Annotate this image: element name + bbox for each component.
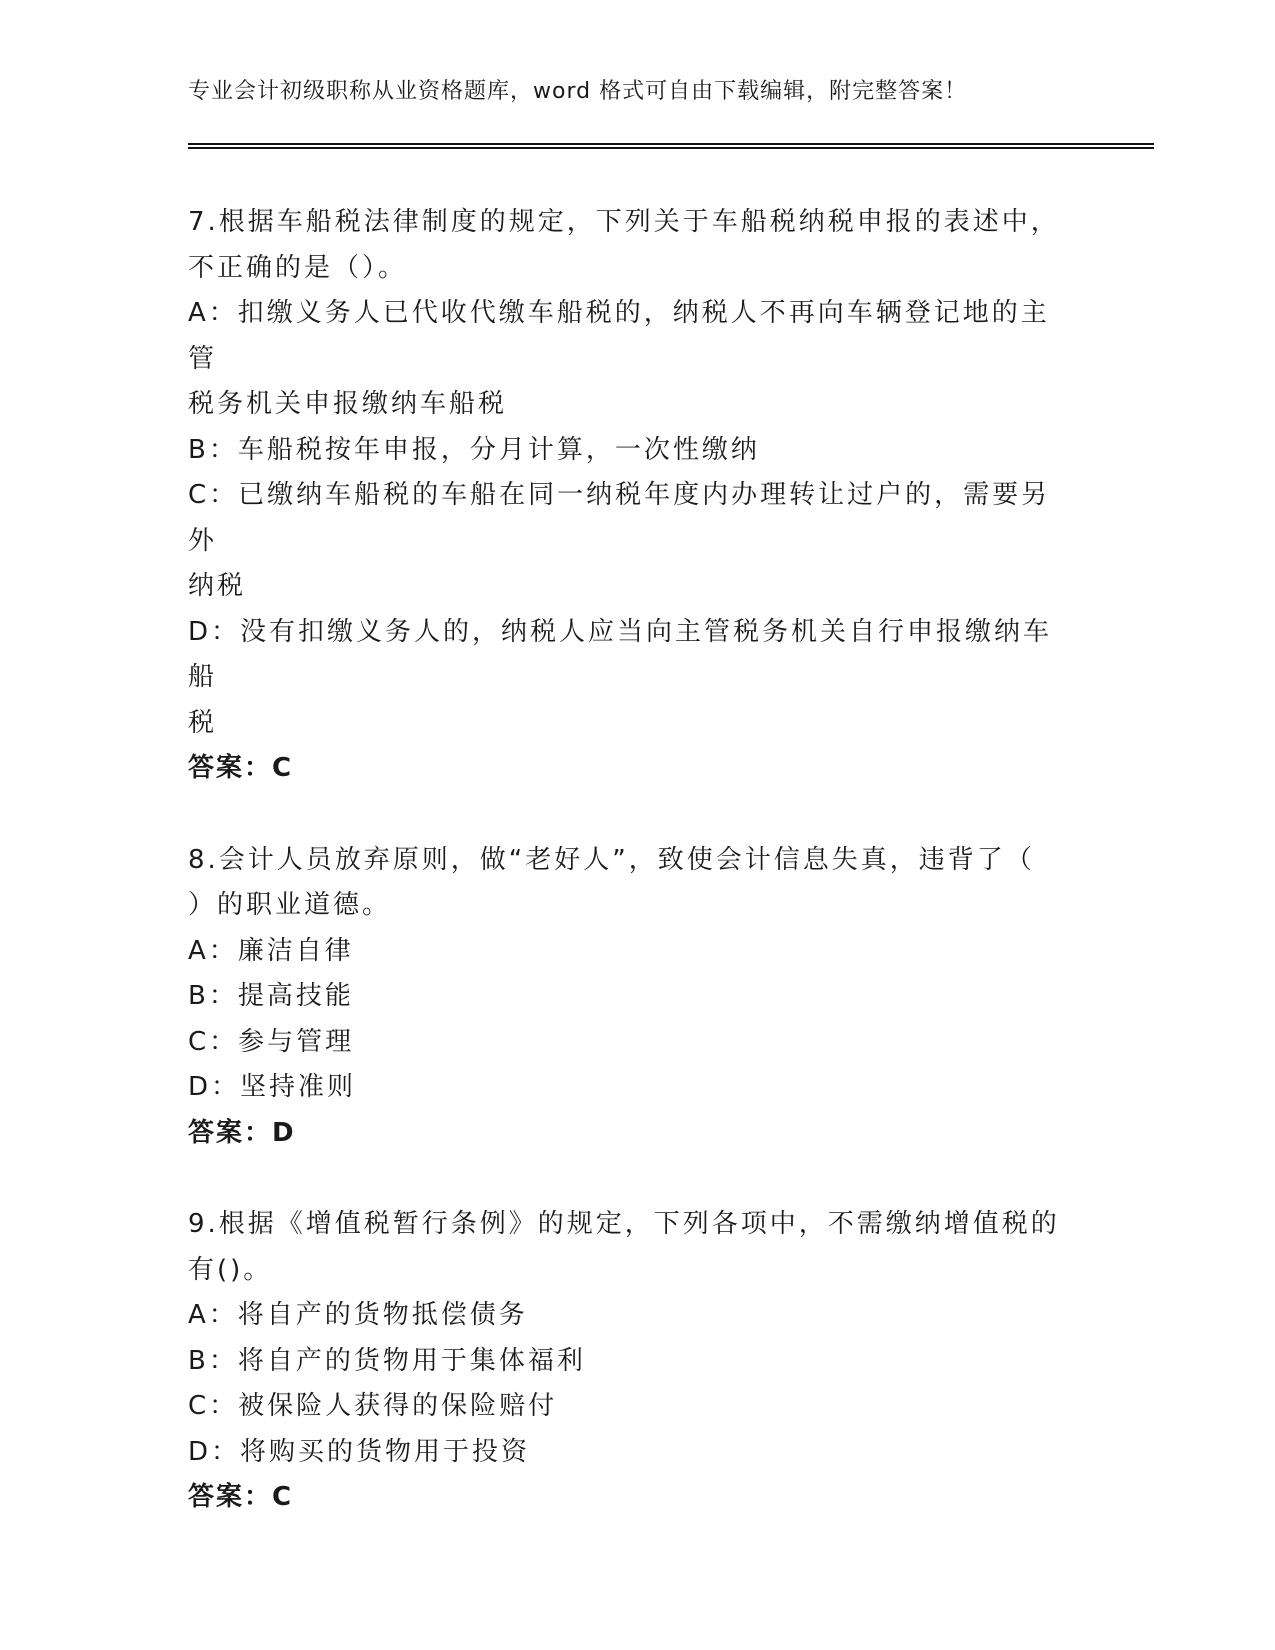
option-d-line: D：坚持准则 [188,1072,357,1102]
question-stem-line: 有()。 [188,1254,273,1285]
question-stem-line: 9.根据《增值税暂行条例》的规定，下列各项中，不需缴纳增值税的 [188,1209,1060,1239]
question-8 [188,838,1078,1157]
question-stem-line: ）的职业道德。 [188,890,392,920]
option-d-line: D：没有扣缴义务人的，纳税人应当向主管税务机关自行申报缴纳车船 [188,616,1053,692]
question-9 [188,1202,1078,1521]
option-d-line: D：将购买的货物用于投资 [188,1436,531,1467]
question-stem-line: 7.根据车船税法律制度的规定，下列关于车船税纳税申报的表述中， [188,207,1060,237]
option-b-line: B：将自产的货物用于集体福利 [188,1345,586,1376]
option-c-line: 纳税 [188,571,247,601]
option-a-line: 税务机关申报缴纳车船税 [188,389,508,419]
option-c-line: C：参与管理 [188,1026,355,1057]
answer: 答案：C [188,753,294,783]
option-b-line: B：车船税按年申报，分月计算，一次性缴纳 [188,434,760,465]
question-list [188,200,1078,1567]
header-rule [188,143,1154,149]
option-c-line: C：被保险人获得的保险赔付 [188,1391,558,1421]
option-a-line: A：将自产的货物抵偿债务 [188,1300,528,1330]
page-header: 专业会计初级职称从业资格题库，word 格式可自由下载编辑，附完整答案！ [188,79,968,104]
option-a-line: A：扣缴义务人已代收代缴车船税的，纳税人不再向车辆登记地的主管 [188,298,1050,374]
question-7 [188,200,1078,792]
option-a-line: A：廉洁自律 [188,935,354,966]
option-d-line: 税 [188,707,218,738]
option-b-line: B：提高技能 [188,981,354,1011]
answer: 答案：C [188,1482,294,1512]
option-c-line: C：已缴纳车船税的车船在同一纳税年度内办理转让过户的，需要另外 [188,480,1051,556]
question-stem-line: 8.会计人员放弃原则，做“老好人”，致使会计信息失真，违背了（ [188,844,1035,875]
question-stem-line: 不正确的是（）。 [188,252,408,283]
answer: 答案：D [188,1117,296,1148]
